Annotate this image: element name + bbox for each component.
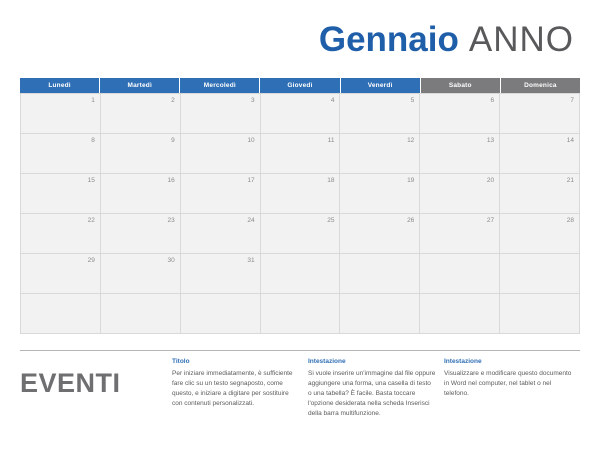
day-cell[interactable] xyxy=(420,214,500,254)
weekday-header-3: Giovedì xyxy=(260,78,340,93)
event-column-title[interactable]: Intestazione xyxy=(308,358,346,365)
events-heading: EVENTI xyxy=(20,368,121,398)
day-number: 28 xyxy=(566,217,575,224)
day-number: 24 xyxy=(247,217,255,224)
day-cell[interactable] xyxy=(500,134,580,174)
weekday-header-2: Mercoledì xyxy=(180,78,260,93)
day-cell[interactable] xyxy=(181,134,261,174)
event-column-title[interactable]: Titolo xyxy=(172,358,190,365)
day-cell[interactable] xyxy=(420,94,500,134)
day-number: 29 xyxy=(87,257,95,264)
day-number: 11 xyxy=(327,137,335,144)
day-number: 20 xyxy=(486,177,495,184)
day-cell[interactable] xyxy=(21,174,101,214)
day-number: 31 xyxy=(247,257,255,264)
event-column-body[interactable]: Visualizzare e modificare questo documento in Word nel computer, nel tablet o nel telefono. xyxy=(444,370,572,398)
document-title xyxy=(319,22,574,57)
day-cell[interactable] xyxy=(101,174,181,214)
day-number: 22 xyxy=(87,217,95,224)
day-cell[interactable] xyxy=(261,134,341,174)
day-number: 21 xyxy=(566,177,575,184)
calendar-week-row xyxy=(21,254,580,294)
day-cell[interactable] xyxy=(181,174,261,214)
day-cell[interactable] xyxy=(500,174,580,214)
day-number: 23 xyxy=(167,217,175,224)
day-number: 3 xyxy=(250,97,255,104)
day-cell[interactable] xyxy=(340,254,420,294)
weekday-header-5: Sabato xyxy=(421,78,501,93)
day-cell[interactable] xyxy=(261,94,341,134)
event-column-title[interactable]: Intestazione xyxy=(444,358,482,365)
event-column-1 xyxy=(308,358,436,419)
day-number: 14 xyxy=(566,137,575,144)
calendar-week-row xyxy=(21,174,580,214)
day-cell[interactable] xyxy=(21,294,101,334)
calendar-week-row xyxy=(21,134,580,174)
day-cell[interactable] xyxy=(500,294,580,334)
event-column-body[interactable]: Si vuole inserire un'immagine dal file oppure aggiungere una forma, una casella di testo o una tabella? È facile. Basta toccare l'opzione desiderata nella scheda Inserisci della barra multifunzione. xyxy=(308,370,436,418)
day-cell[interactable] xyxy=(420,134,500,174)
day-number: 26 xyxy=(407,217,415,224)
weekday-header-0: Lunedì xyxy=(20,78,100,93)
day-cell[interactable] xyxy=(181,94,261,134)
day-cell[interactable] xyxy=(101,134,181,174)
day-cell[interactable] xyxy=(420,254,500,294)
day-cell[interactable] xyxy=(261,214,341,254)
day-number: 1 xyxy=(91,97,95,104)
day-cell[interactable] xyxy=(21,94,101,134)
day-number: 13 xyxy=(486,137,495,144)
day-cell[interactable] xyxy=(21,134,101,174)
day-cell[interactable] xyxy=(340,214,420,254)
calendar-week-row xyxy=(21,294,580,334)
day-cell[interactable] xyxy=(261,174,341,214)
day-number: 4 xyxy=(330,97,335,104)
event-column-body[interactable]: Per iniziare immediatamente, è sufficiente fare clic su un testo segnaposto, come questo, e iniziare a digitare per sostituire con contenuti personalizzati. xyxy=(172,370,293,408)
calendar-week-row xyxy=(21,94,580,134)
day-cell[interactable] xyxy=(420,294,500,334)
event-column-0 xyxy=(172,358,300,419)
weekday-header-4: Venerdì xyxy=(341,78,421,93)
day-number: 9 xyxy=(171,137,175,144)
day-cell[interactable] xyxy=(261,294,341,334)
event-column-2 xyxy=(444,358,572,419)
events-columns xyxy=(172,358,580,419)
weekday-header-row xyxy=(20,78,580,93)
day-cell[interactable] xyxy=(101,214,181,254)
day-cell[interactable] xyxy=(181,214,261,254)
day-number: 27 xyxy=(486,217,495,224)
day-number: 10 xyxy=(247,137,255,144)
weekday-header-1: Martedì xyxy=(100,78,180,93)
day-cell[interactable] xyxy=(101,294,181,334)
day-number: 19 xyxy=(407,177,415,184)
day-number: 16 xyxy=(167,177,175,184)
weekday-header-6: Domenica xyxy=(501,78,580,93)
year-title: ANNO xyxy=(468,20,574,59)
day-cell[interactable] xyxy=(181,294,261,334)
day-cell[interactable] xyxy=(101,94,181,134)
month-title: Gennaio xyxy=(318,20,459,59)
section-divider xyxy=(20,350,580,351)
day-cell[interactable] xyxy=(261,254,341,294)
day-cell[interactable] xyxy=(21,254,101,294)
day-cell[interactable] xyxy=(340,134,420,174)
day-cell[interactable] xyxy=(101,254,181,294)
day-cell[interactable] xyxy=(500,214,580,254)
day-number: 5 xyxy=(410,97,415,104)
calendar-week-row xyxy=(21,214,580,254)
events-section xyxy=(20,358,580,419)
day-cell[interactable] xyxy=(21,214,101,254)
calendar-weeks xyxy=(20,93,580,334)
day-number: 25 xyxy=(327,217,335,224)
day-number: 18 xyxy=(327,177,335,184)
day-cell[interactable] xyxy=(500,94,580,134)
day-number: 2 xyxy=(171,97,175,104)
day-number: 17 xyxy=(247,177,255,184)
calendar-grid xyxy=(20,78,580,334)
day-number: 6 xyxy=(490,97,495,104)
day-cell[interactable] xyxy=(420,174,500,214)
day-number: 12 xyxy=(407,137,415,144)
day-cell[interactable] xyxy=(340,294,420,334)
day-cell[interactable] xyxy=(340,94,420,134)
day-number: 30 xyxy=(167,257,175,264)
day-cell[interactable] xyxy=(500,254,580,294)
day-cell[interactable] xyxy=(340,174,420,214)
day-number: 7 xyxy=(570,97,575,104)
day-cell[interactable] xyxy=(181,254,261,294)
day-number: 15 xyxy=(87,177,95,184)
day-number: 8 xyxy=(91,137,95,144)
